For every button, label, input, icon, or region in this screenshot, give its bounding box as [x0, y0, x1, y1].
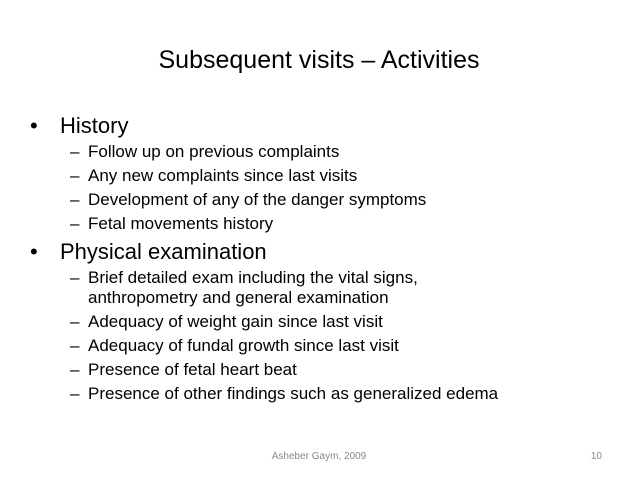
sub-item-text: Any new complaints since last visits	[88, 166, 358, 185]
dash-mark: –	[70, 214, 80, 233]
sub-item-text: Brief detailed exam including the vital signs,	[88, 268, 418, 287]
dash-mark: –	[70, 166, 80, 185]
bullet-label: Physical examination	[60, 239, 267, 264]
sub-item	[30, 360, 620, 380]
footer-author: Asheber Gaym, 2009	[271, 451, 367, 462]
dash-mark: –	[70, 384, 80, 403]
sub-item	[30, 142, 620, 162]
slide-title: Subsequent visits – Activities	[158, 46, 480, 74]
dash-mark: –	[70, 312, 80, 331]
sub-item	[30, 336, 620, 356]
sub-item	[30, 190, 620, 210]
bullet-physical-examination	[30, 238, 620, 266]
dash-mark: –	[70, 336, 80, 355]
sub-item	[30, 312, 620, 332]
sub-item-text: Adequacy of weight gain since last visit	[88, 312, 383, 331]
sub-item-text: Fetal movements history	[88, 214, 274, 233]
sub-item	[30, 214, 620, 234]
sub-item-text: Follow up on previous complaints	[88, 142, 340, 161]
dash-mark: –	[70, 142, 80, 161]
dash-mark: –	[70, 268, 80, 287]
sub-item-text: Adequacy of fundal growth since last visit	[88, 336, 399, 355]
sub-item-text: Presence of other findings such as generalized edema	[88, 384, 499, 403]
bullet-history	[30, 112, 620, 140]
slide-content	[30, 112, 620, 408]
bullet-label: History	[60, 113, 129, 138]
footer-page-number: 10	[590, 451, 602, 462]
sub-item-text: Development of any of the danger symptoms	[88, 190, 427, 209]
sub-item	[30, 384, 620, 404]
bullet-mark: •	[30, 239, 38, 264]
sub-item	[30, 268, 620, 308]
bullet-mark: •	[30, 113, 38, 138]
dash-mark: –	[70, 360, 80, 379]
sub-item-text: Presence of fetal heart beat	[88, 360, 297, 379]
sub-list	[30, 142, 620, 234]
sub-item-text: anthropometry and general examination	[88, 288, 389, 307]
sub-item	[30, 166, 620, 186]
sub-list	[30, 268, 620, 404]
dash-mark: –	[70, 190, 80, 209]
